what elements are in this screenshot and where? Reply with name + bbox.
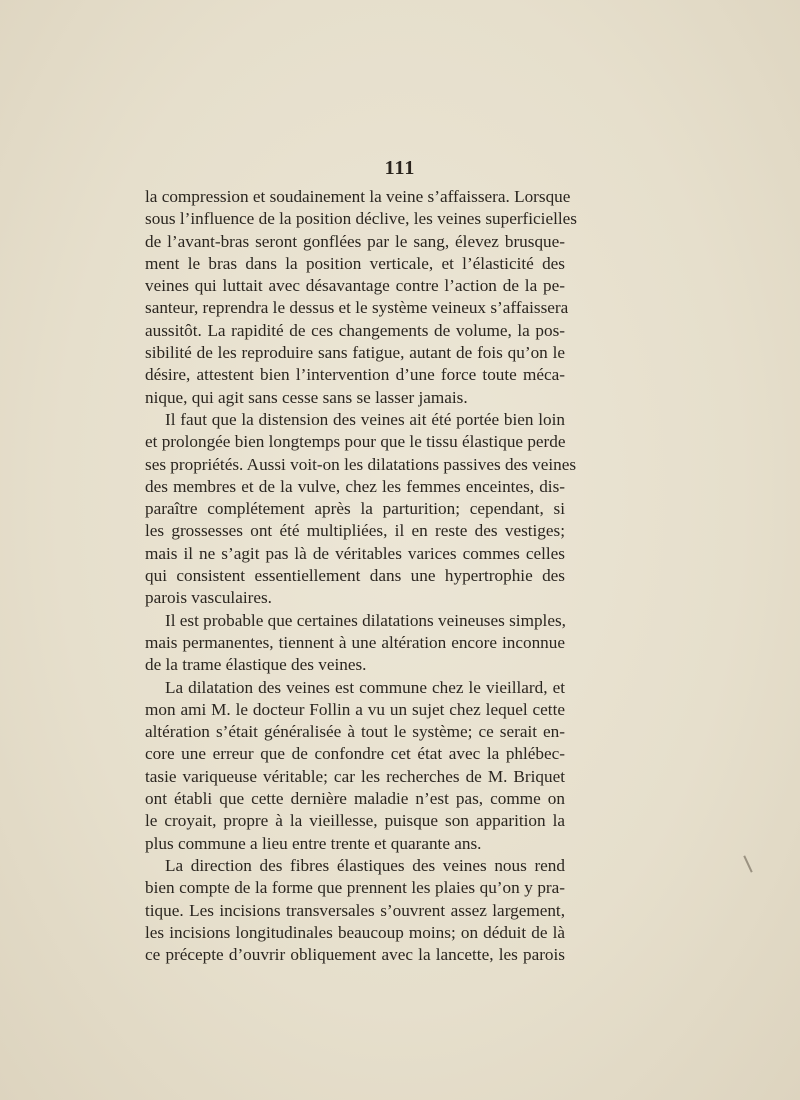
- text-line: core une erreur que de confondre cet état avec la phlébec-: [145, 744, 565, 764]
- text-line: de la trame élastique des veines.: [145, 655, 367, 675]
- text-line: la compression et soudainement la veine s’affaissera. Lorsque: [145, 187, 571, 206]
- text-line: altération s’était généralisée à tout le système; ce serait en-: [145, 722, 565, 742]
- text-line: La dilatation des veines est commune chez le vieillard, et: [165, 677, 565, 697]
- text-line: mais permanentes, tiennent à une altération encore inconnue: [145, 632, 565, 652]
- text-line: ce précepte d’ouvrir obliquement avec la lancette, les parois: [145, 945, 565, 965]
- text-line: aussitôt. La rapidité de ces changements de volume, la pos-: [145, 320, 565, 340]
- text-line: et prolongée bien longtemps pour que le tissu élastique perde: [145, 432, 566, 452]
- text-line: des membres et de la vulve, chez les femmes enceintes, dis-: [145, 476, 565, 496]
- faded-bleed-through-line: [145, 940, 565, 952]
- page-number: 111: [384, 157, 416, 179]
- body-text: [145, 186, 577, 966]
- text-line: veines qui luttait avec désavantage contre l’action de la pe-: [145, 276, 565, 296]
- text-line: tasie variqueuse véritable; car les recherches de M. Briquet: [145, 766, 565, 786]
- text-line: bien compte de la forme que prennent les plaies qu’on y pra-: [145, 878, 565, 898]
- text-line: de l’avant-bras seront gonflées par le sang, élevez brusque-: [145, 231, 565, 251]
- text-line: plus commune a lieu entre trente et quarante ans.: [145, 833, 482, 853]
- text-line: qui consistent essentiellement dans une hypertrophie des: [145, 566, 565, 586]
- text-line: La direction des fibres élastiques des veines nous rend: [165, 855, 565, 875]
- text-line: ses propriétés. Aussi voit-on les dilatations passives des veines: [145, 454, 577, 474]
- text-line: Il faut que la distension des veines ait été portée bien loin: [165, 409, 565, 429]
- text-line: nique, qui agit sans cesse sans se lasser jamais.: [145, 387, 468, 407]
- text-line: sous l’influence de la position déclive, les veines superficielles: [145, 209, 577, 229]
- text-line: Il est probable que certaines dilatations veineuses simples,: [165, 610, 566, 630]
- text-line: mais il ne s’agit pas là de véritables varices commes celles: [145, 543, 565, 563]
- text-line: parois vasculaires.: [145, 588, 272, 608]
- text-line: tique. Les incisions transversales s’ouvrent assez largement,: [145, 900, 565, 920]
- text-line: santeur, reprendra le dessus et le système veineux s’affaissera: [145, 298, 569, 318]
- text-line: le croyait, propre à la vieillesse, puisque son apparition la: [145, 811, 565, 831]
- text-line: ment le bras dans la position verticale, et l’élasticité des: [145, 253, 565, 273]
- text-line: désire, attestent bien l’intervention d’une force toute méca-: [145, 365, 565, 385]
- text-line: mon ami M. le docteur Follin a vu un sujet chez lequel cette: [145, 699, 565, 719]
- text-line: ont établi que cette dernière maladie n’est pas, comme on: [145, 789, 565, 809]
- text-line: les grossesses ont été multipliées, il en reste des vestiges;: [145, 521, 565, 541]
- margin-mark: [743, 855, 752, 872]
- text-line: sibilité de les reproduire sans fatigue, autant de fois qu’on le: [145, 343, 565, 363]
- text-line: les incisions longitudinales beaucoup moins; on déduit de là: [145, 922, 565, 942]
- text-line: paraître complétement après la parturition; cependant, si: [145, 499, 565, 519]
